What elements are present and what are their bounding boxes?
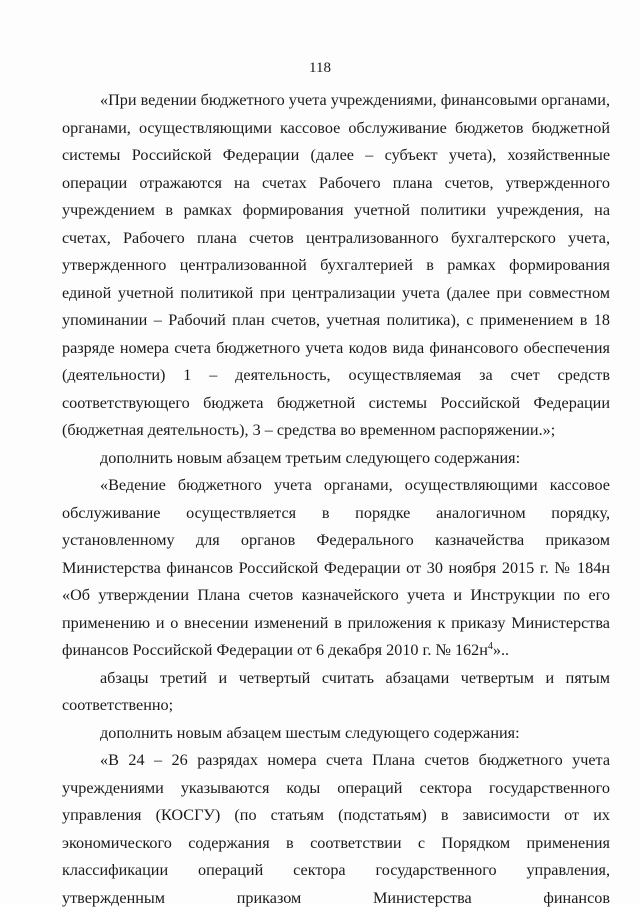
paragraph-add-sixth — [62, 720, 610, 748]
paragraph-text: абзацы третий и четвертый считать абзацами четвертым и пятым соответственно; — [62, 668, 610, 714]
paragraph-cash-service — [62, 472, 610, 665]
paragraph-budget-accounting — [62, 87, 610, 445]
document-body — [62, 87, 610, 912]
paragraph-kosgu — [62, 747, 610, 912]
paragraph-renumber — [62, 665, 610, 720]
paragraph-text: «При ведении бюджетного учета учреждениями, финансовыми органами, органами, осуществляющими кассовое обслуживание бюджетов бюджетной системы Российской Федерации (далее – субъект учета), хозяйственные операции отражаются на счетах Рабочего плана счетов, утвержденного учреждением в рамках формирования учетной политики учреждения, на счетах, Рабочего плана счетов централизованного бухгалтерского учета, утвержденного централизованной бухгалтерией в рамках формирования единой учетной политикой при централизации учета (далее при совместном упоминании – Рабочий план счетов, учетная политика), с применением в 18 разряде номера счета бюджетного учета кодов вида финансового обеспечения (деятельности) 1 – деятельность, осуществляемая за счет средств соответствующего бюджета бюджетной системы Российской Федерации (бюджетная деятельность), 3 – средства во временном распоряжении.»; — [62, 91, 610, 439]
footnote-marker: 4 — [487, 641, 493, 652]
paragraph-suffix: ».. — [492, 641, 510, 659]
paragraph-text: «В 24 – 26 разрядах номера счета Плана счетов бюджетного учета учреждениями указываются коды операций сектора государственного управления (КОСГУ) (по статьям (подстатьям) в зависимости от их экономического содержания в соответствии с Порядком применения классификации операций сектора государственного управления, утвержденным приказом Министерства финансов — [62, 751, 610, 907]
paragraph-text: «Ведение бюджетного учета органами, осуществляющими кассовое обслуживание осуществляется в порядке аналогичном порядку, установленному для органов Федерального казначейства приказом Министерства финансов Российской Федерации от 30 ноября 2015 г. № 184н «Об утверждении Плана счетов казначейского учета и Инструкции по его применению и о внесении изменений в приложения к приказу Министерства финансов Российской Федерации от 6 декабря 2010 г. № 162н — [62, 476, 610, 659]
paragraph-text: дополнить новым абзацем шестым следующего содержания: — [100, 723, 520, 742]
page-number: 118 — [309, 60, 331, 76]
paragraph-text: дополнить новым абзацем третьим следующего содержания: — [100, 448, 521, 467]
paragraph-add-third — [62, 445, 610, 473]
